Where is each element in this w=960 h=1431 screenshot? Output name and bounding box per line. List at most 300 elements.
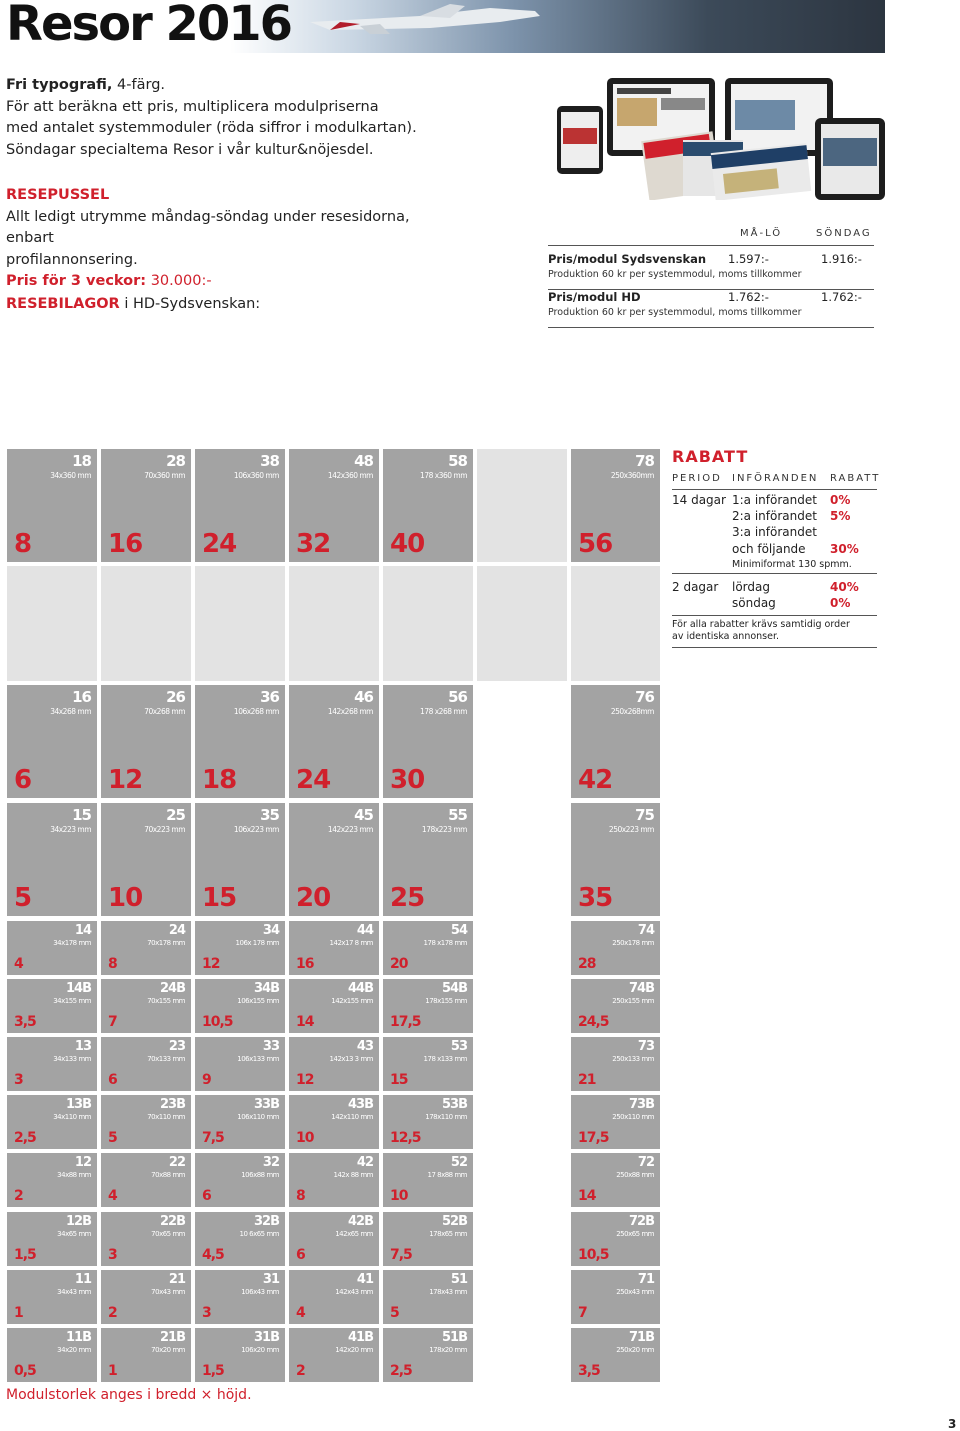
- module-price: 3: [202, 1305, 211, 1321]
- module-cell: [7, 1212, 97, 1266]
- price-row-ma: 1.597:-: [728, 252, 769, 266]
- module-id: 12B: [66, 1214, 91, 1229]
- rabatt-percent: 30%: [830, 542, 859, 556]
- module-cell: [7, 1153, 97, 1207]
- module-size: 34x88 mm: [57, 1171, 91, 1179]
- module-price: 10: [108, 883, 143, 913]
- module-price: 8: [296, 1188, 305, 1204]
- module-id: 21B: [160, 1330, 185, 1345]
- rabatt-period: 14 dagar: [672, 493, 726, 507]
- module-id: 44B: [348, 981, 373, 996]
- module-size: 178x110 mm: [425, 1113, 467, 1121]
- divider: [672, 573, 877, 574]
- module-cell: [289, 1212, 379, 1266]
- module-id: 58: [448, 452, 467, 470]
- price-row: [548, 290, 874, 328]
- module-price: 4: [14, 956, 23, 972]
- module-size: 250x43 mm: [616, 1288, 654, 1296]
- module-id: 11: [74, 1272, 91, 1287]
- module-cell: [195, 449, 285, 562]
- module-price: 21: [578, 1072, 596, 1088]
- module-size: 250x88 mm: [616, 1171, 654, 1179]
- rabatt-note: av identiska annonser.: [672, 631, 780, 642]
- module-id: 38: [260, 452, 279, 470]
- module-cell: [7, 1095, 97, 1149]
- module-id: 36: [260, 688, 279, 706]
- price-row-name: Pris/modul HD: [548, 290, 641, 304]
- module-price: 3: [14, 1072, 23, 1088]
- module-price: 6: [14, 765, 32, 795]
- module-cell: [7, 803, 97, 916]
- module-price: 15: [390, 1072, 408, 1088]
- module-cell: [195, 685, 285, 798]
- module-size: 106x43 mm: [241, 1288, 279, 1296]
- rabatt-item: och följande: [732, 542, 806, 556]
- module-cell: [383, 1270, 473, 1324]
- module-id: 52B: [442, 1214, 467, 1229]
- module-price: 16: [296, 956, 314, 972]
- module-id: 42B: [348, 1214, 373, 1229]
- module-price: 7: [108, 1014, 117, 1030]
- module-price: 3: [108, 1247, 117, 1263]
- module-cell: [101, 1270, 191, 1324]
- resepussel-price-label: Pris för 3 veckor:: [6, 273, 147, 289]
- module-cell: [195, 921, 285, 975]
- module-cell: [101, 1153, 191, 1207]
- module-price: 4: [108, 1188, 117, 1204]
- module-size: 142x43 mm: [335, 1288, 373, 1296]
- module-id: 41B: [348, 1330, 373, 1345]
- price-row-son: 1.762:-: [821, 290, 862, 304]
- module-size: 34x133 mm: [53, 1055, 91, 1063]
- module-blank: [289, 566, 379, 681]
- module-cell: [101, 1328, 191, 1382]
- module-cell: [7, 449, 97, 562]
- module-price: 12: [202, 956, 220, 972]
- module-id: 43: [356, 1039, 373, 1054]
- module-size: 142x110 mm: [331, 1113, 373, 1121]
- module-size: 70x178 mm: [147, 939, 185, 947]
- module-cell: [289, 979, 379, 1033]
- module-price: 4: [296, 1305, 305, 1321]
- module-size: 70x268 mm: [144, 707, 185, 716]
- module-price: 20: [296, 883, 331, 913]
- rabatt-head-rab: RABATT: [830, 473, 881, 484]
- module-id: 14B: [66, 981, 91, 996]
- module-id: 12: [74, 1155, 91, 1170]
- module-price: 2: [14, 1188, 23, 1204]
- module-cell: [383, 1153, 473, 1207]
- module-cell: [195, 979, 285, 1033]
- module-id: 73: [637, 1039, 654, 1054]
- resepussel-line: Allt ledigt utrymme måndag-söndag under resesidorna, enbart: [6, 208, 410, 246]
- rabatt-head-inf: INFÖRANDEN: [732, 473, 819, 484]
- module-size: 178x65 mm: [429, 1230, 467, 1238]
- module-price: 10: [390, 1188, 408, 1204]
- module-size: 70x133 mm: [147, 1055, 185, 1063]
- module-id: 11B: [66, 1330, 91, 1345]
- module-id: 41: [356, 1272, 373, 1287]
- module-size: 70x155 mm: [147, 997, 185, 1005]
- price-row-name: Pris/modul Sydsvenskan: [548, 252, 707, 266]
- module-price: 24,5: [578, 1014, 609, 1030]
- module-price: 7,5: [202, 1130, 224, 1146]
- module-blank: [7, 566, 97, 681]
- rabatt-percent: 40%: [830, 580, 859, 594]
- module-cell: [7, 1270, 97, 1324]
- module-id: 23B: [160, 1097, 185, 1112]
- module-size: 142x 88 mm: [333, 1171, 373, 1179]
- module-size: 70x43 mm: [151, 1288, 185, 1296]
- module-price: 1: [14, 1305, 23, 1321]
- header-banner: [0, 0, 885, 53]
- module-cell: [383, 449, 473, 562]
- module-size: 34x155 mm: [53, 997, 91, 1005]
- intro-line: Söndagar specialtema Resor i vår kultur&nöjesdel.: [6, 141, 374, 158]
- module-size: 142x155 mm: [331, 997, 373, 1005]
- rabatt-period: 2 dagar: [672, 580, 719, 594]
- module-id: 34B: [254, 981, 279, 996]
- module-id: 43B: [348, 1097, 373, 1112]
- module-price: 12,5: [390, 1130, 421, 1146]
- module-id: 34: [262, 923, 279, 938]
- module-id: 53: [450, 1039, 467, 1054]
- module-cell: [571, 979, 660, 1033]
- module-id: 13: [74, 1039, 91, 1054]
- module-price: 17,5: [578, 1130, 609, 1146]
- module-blank: [195, 566, 285, 681]
- module-size: 17 8x88 mm: [427, 1171, 467, 1179]
- intro-text: [6, 75, 446, 161]
- module-cell: [101, 921, 191, 975]
- module-size: 178x20 mm: [429, 1346, 467, 1354]
- rabatt-item: 2:a införandet: [732, 509, 817, 523]
- module-id: 53B: [442, 1097, 467, 1112]
- module-price: 2,5: [390, 1363, 412, 1379]
- module-price: 2,5: [14, 1130, 36, 1146]
- price-row: [548, 252, 874, 290]
- module-id: 54: [450, 923, 467, 938]
- module-id: 55: [448, 806, 467, 824]
- module-cell: [7, 1037, 97, 1091]
- module-cell: [195, 1212, 285, 1266]
- module-id: 13B: [66, 1097, 91, 1112]
- module-price: 35: [578, 883, 613, 913]
- module-size: 250x178 mm: [612, 939, 654, 947]
- module-size: 178 x268 mm: [420, 707, 467, 716]
- module-cell: [195, 1328, 285, 1382]
- module-id: 22: [168, 1155, 185, 1170]
- module-price: 28: [578, 956, 596, 972]
- divider: [672, 489, 877, 490]
- page-number: 3: [948, 1417, 957, 1431]
- rabatt-item: 1:a införandet: [732, 493, 817, 507]
- module-size: 70x20 mm: [151, 1346, 185, 1354]
- module-id: 71: [637, 1272, 654, 1287]
- module-cell: [195, 1270, 285, 1324]
- rabatt-note: För alla rabatter krävs samtidig order: [672, 619, 850, 630]
- module-blank: [477, 449, 567, 562]
- module-blank: [383, 566, 473, 681]
- module-price: 5: [108, 1130, 117, 1146]
- module-size: 178x223 mm: [421, 825, 467, 834]
- module-cell: [571, 1270, 660, 1324]
- price-row-sub: Produktion 60 kr per systemmodul, moms tillkommer: [548, 307, 802, 318]
- rabatt-title: RABATT: [672, 447, 749, 466]
- module-cell: [571, 1095, 660, 1149]
- module-id: 56: [448, 688, 467, 706]
- module-cell: [289, 1328, 379, 1382]
- module-price: 40: [390, 529, 425, 559]
- module-blank: [571, 566, 660, 681]
- module-price: 1,5: [202, 1363, 224, 1379]
- module-price: 32: [296, 529, 331, 559]
- module-cell: [383, 803, 473, 916]
- module-id: 32: [262, 1155, 279, 1170]
- resepussel-title: RESEPUSSEL: [6, 187, 110, 203]
- module-size: 106x110 mm: [237, 1113, 279, 1121]
- resepussel-section: [6, 185, 456, 293]
- module-size: 106x268 mm: [233, 707, 279, 716]
- module-price: 30: [390, 765, 425, 795]
- module-id: 74B: [629, 981, 654, 996]
- module-id: 31: [262, 1272, 279, 1287]
- module-id: 72B: [629, 1214, 654, 1229]
- intro-lead: Fri typografi,: [6, 77, 113, 93]
- module-cell: [289, 803, 379, 916]
- module-id: 31B: [254, 1330, 279, 1345]
- module-cell: [571, 1212, 660, 1266]
- module-id: 26: [166, 688, 185, 706]
- divider: [672, 647, 877, 648]
- module-id: 14: [74, 923, 91, 938]
- module-size: 142x360 mm: [327, 471, 373, 480]
- module-id: 33B: [254, 1097, 279, 1112]
- module-cell: [195, 1153, 285, 1207]
- module-id: 52: [450, 1155, 467, 1170]
- module-size: 142x20 mm: [335, 1346, 373, 1354]
- module-price: 9: [202, 1072, 211, 1088]
- module-id: 44: [356, 923, 373, 938]
- module-id: 42: [356, 1155, 373, 1170]
- module-id: 72: [637, 1155, 654, 1170]
- module-price: 12: [296, 1072, 314, 1088]
- intro-line: För att beräkna ett pris, multiplicera modulpriserna: [6, 98, 379, 115]
- module-price: 24: [202, 529, 237, 559]
- module-cell: [383, 979, 473, 1033]
- module-id: 45: [354, 806, 373, 824]
- module-price: 5: [14, 883, 32, 913]
- module-id: 73B: [629, 1097, 654, 1112]
- module-cell: [7, 1328, 97, 1382]
- module-price: 1: [108, 1363, 117, 1379]
- module-cell: [289, 685, 379, 798]
- module-price: 56: [578, 529, 613, 559]
- module-size: 34x65 mm: [57, 1230, 91, 1238]
- module-cell: [7, 921, 97, 975]
- module-id: 24B: [160, 981, 185, 996]
- module-id: 15: [72, 806, 91, 824]
- module-cell: [195, 1095, 285, 1149]
- module-id: 25: [166, 806, 185, 824]
- module-size: 250x223 mm: [608, 825, 654, 834]
- module-price: 16: [108, 529, 143, 559]
- module-id: 71B: [629, 1330, 654, 1345]
- module-id: 48: [354, 452, 373, 470]
- module-size: 106x155 mm: [237, 997, 279, 1005]
- module-id: 35: [260, 806, 279, 824]
- module-size: 70x360 mm: [144, 471, 185, 480]
- module-price: 10: [296, 1130, 314, 1146]
- module-price: 6: [108, 1072, 117, 1088]
- price-table-head-ma: MÅ-LÖ: [740, 228, 783, 239]
- module-price: 7,5: [390, 1247, 412, 1263]
- price-row-sub: Produktion 60 kr per systemmodul, moms tillkommer: [548, 269, 802, 280]
- module-id: 32B: [254, 1214, 279, 1229]
- module-cell: [571, 1037, 660, 1091]
- module-cell: [7, 979, 97, 1033]
- module-size: 34x178 mm: [53, 939, 91, 947]
- module-size: 178x155 mm: [425, 997, 467, 1005]
- rabatt-item: lördag: [732, 580, 770, 594]
- module-cell: [383, 1095, 473, 1149]
- rabatt-head-period: PERIOD: [672, 473, 722, 484]
- rabatt-percent: 0%: [830, 493, 851, 507]
- module-price: 4,5: [202, 1247, 224, 1263]
- devices-illustration: [555, 78, 885, 200]
- module-id: 75: [635, 806, 654, 824]
- module-id: 78: [635, 452, 654, 470]
- module-cell: [383, 1037, 473, 1091]
- module-id: 54B: [442, 981, 467, 996]
- module-size: 142x223 mm: [327, 825, 373, 834]
- module-price: 25: [390, 883, 425, 913]
- module-cell: [101, 685, 191, 798]
- divider: [548, 245, 874, 246]
- module-size: 34x223 mm: [50, 825, 91, 834]
- module-cell: [101, 1095, 191, 1149]
- module-size: 250x65 mm: [616, 1230, 654, 1238]
- module-size: 34x110 mm: [53, 1113, 91, 1121]
- module-size: 142x17 8 mm: [329, 939, 373, 947]
- module-cell: [101, 979, 191, 1033]
- module-size: 34x43 mm: [57, 1288, 91, 1296]
- module-size: 178 x133 mm: [423, 1055, 467, 1063]
- module-id: 33: [262, 1039, 279, 1054]
- module-cell: [101, 803, 191, 916]
- module-size: 106x360 mm: [233, 471, 279, 480]
- module-cell: [195, 803, 285, 916]
- page-title: Resor 2016: [6, 0, 292, 52]
- module-size: 142x268 mm: [327, 707, 373, 716]
- module-size: 70x110 mm: [147, 1113, 185, 1121]
- airplane-image: [300, 2, 550, 34]
- resebilagor-section: [6, 294, 260, 316]
- intro-lead-rest: 4-färg.: [112, 77, 166, 93]
- price-row-ma: 1.762:-: [728, 290, 769, 304]
- module-cell: [289, 1037, 379, 1091]
- module-price: 0,5: [14, 1363, 36, 1379]
- module-price: 15: [202, 883, 237, 913]
- resepussel-price-value: 30.000:-: [146, 273, 212, 289]
- module-size: 250x133 mm: [612, 1055, 654, 1063]
- module-cell: [289, 921, 379, 975]
- module-id: 22B: [160, 1214, 185, 1229]
- module-price: 2: [296, 1363, 305, 1379]
- module-cell: [571, 803, 660, 916]
- module-cell: [7, 685, 97, 798]
- module-cell: [289, 449, 379, 562]
- module-cell: [289, 1095, 379, 1149]
- module-size: 34x360 mm: [50, 471, 91, 480]
- module-blank: [477, 566, 567, 681]
- module-price: 10,5: [578, 1247, 609, 1263]
- module-price: 12: [108, 765, 143, 795]
- module-id: 51B: [442, 1330, 467, 1345]
- module-cell: [289, 1153, 379, 1207]
- module-id: 16: [72, 688, 91, 706]
- module-price: 24: [296, 765, 331, 795]
- module-id: 46: [354, 688, 373, 706]
- module-size: 178x43 mm: [429, 1288, 467, 1296]
- module-price: 6: [296, 1247, 305, 1263]
- module-size: 70x88 mm: [151, 1171, 185, 1179]
- module-id: 21: [168, 1272, 185, 1287]
- divider: [672, 615, 877, 616]
- module-size: 70x223 mm: [144, 825, 185, 834]
- module-cell: [571, 449, 660, 562]
- resebilagor-text: i HD-Sydsvenskan:: [119, 296, 261, 312]
- module-price: 5: [390, 1305, 399, 1321]
- module-price: 17,5: [390, 1014, 421, 1030]
- module-price: 2: [108, 1305, 117, 1321]
- resebilagor-title: RESEBILAGOR: [6, 296, 120, 312]
- module-blank: [101, 566, 191, 681]
- module-price: 14: [296, 1014, 314, 1030]
- module-size: 250x360mm: [610, 471, 654, 480]
- module-size: 34x268 mm: [50, 707, 91, 716]
- module-size: 70x65 mm: [151, 1230, 185, 1238]
- module-cell: [383, 1328, 473, 1382]
- module-price: 3,5: [14, 1014, 36, 1030]
- module-cell: [571, 685, 660, 798]
- module-price: 1,5: [14, 1247, 36, 1263]
- module-price: 8: [14, 529, 32, 559]
- module-cell: [101, 1212, 191, 1266]
- price-row-son: 1.916:-: [821, 252, 862, 266]
- module-size: 142x65 mm: [335, 1230, 373, 1238]
- module-cell: [571, 1153, 660, 1207]
- module-price: 18: [202, 765, 237, 795]
- resepussel-line: profilannonsering.: [6, 251, 138, 268]
- module-cell: [289, 1270, 379, 1324]
- footer-note: Modulstorlek anges i bredd × höjd.: [6, 1387, 252, 1403]
- module-cell: [571, 1328, 660, 1382]
- module-price: 8: [108, 956, 117, 972]
- module-id: 28: [166, 452, 185, 470]
- price-table-head-son: SÖNDAG: [816, 228, 872, 239]
- module-size: 106x20 mm: [241, 1346, 279, 1354]
- rabatt-percent: 0%: [830, 596, 851, 610]
- module-size: 250x155 mm: [612, 997, 654, 1005]
- module-size: 250x268mm: [610, 707, 654, 716]
- module-price: 7: [578, 1305, 587, 1321]
- module-cell: [195, 1037, 285, 1091]
- module-size: 250x20 mm: [616, 1346, 654, 1354]
- module-cell: [383, 685, 473, 798]
- module-size: 106x223 mm: [233, 825, 279, 834]
- module-size: 34x20 mm: [57, 1346, 91, 1354]
